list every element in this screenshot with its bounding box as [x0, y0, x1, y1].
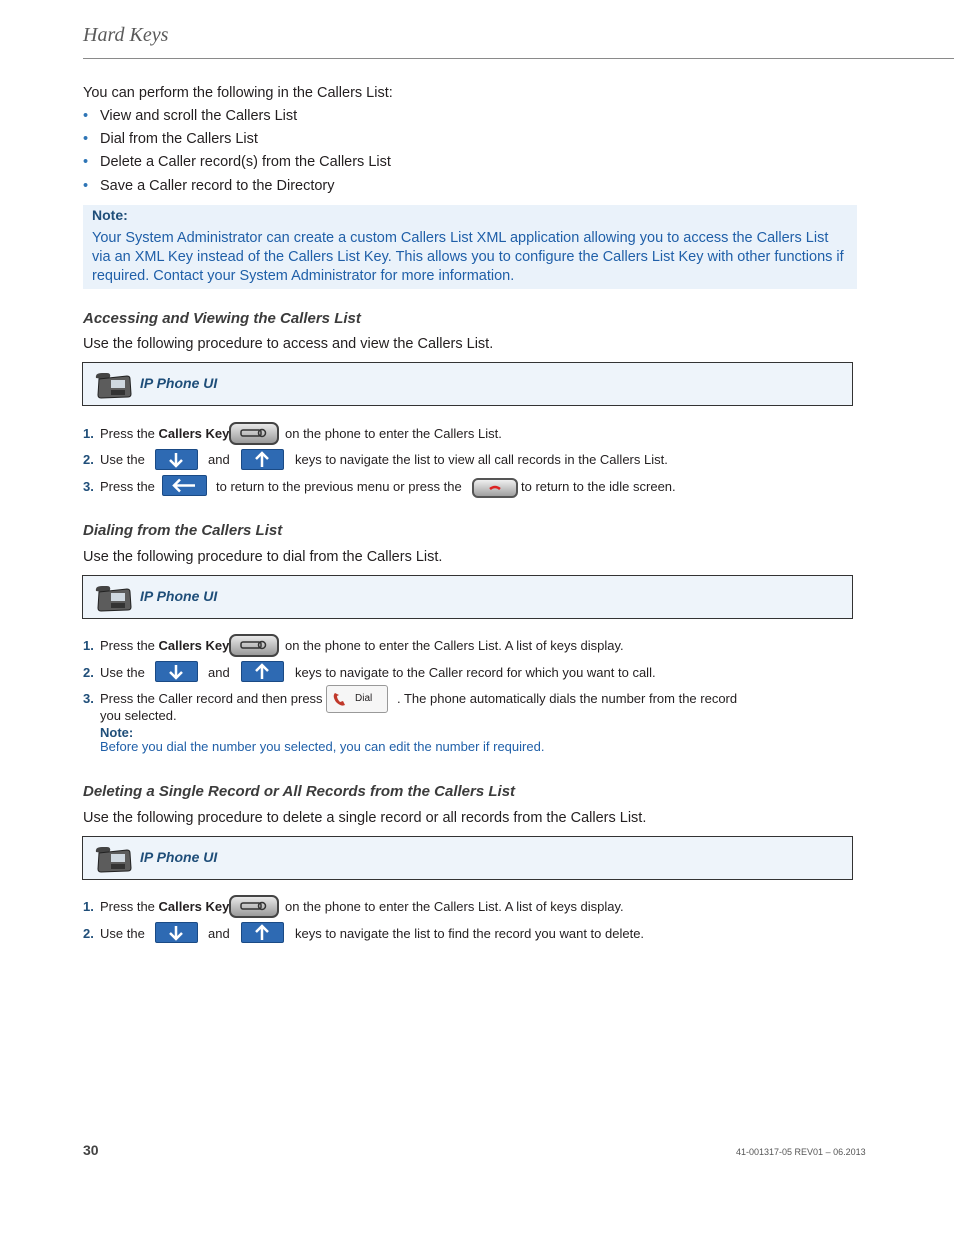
ip-phone-ui-label: IP Phone UI	[140, 375, 218, 391]
step-row: 2.	[83, 452, 94, 467]
step-row: 2.	[83, 926, 94, 941]
step-text: to return to the idle screen.	[521, 479, 676, 494]
step-row: 3.	[83, 479, 94, 494]
bullet-item: • View and scroll the Callers List	[83, 108, 298, 124]
page-number: 30	[83, 1142, 99, 1158]
ip-phone-ui-box	[82, 575, 853, 619]
down-arrow-key-icon	[155, 922, 198, 943]
step-text: Press the Callers Key	[100, 426, 230, 441]
down-arrow-key-icon	[155, 661, 198, 682]
note-text: Your System Administrator can create a custom Callers List XML application allowing you to access the Callers List via an XML Key instead of the Callers List Key. This allows you to configure the Callers List Key with other functions if required. Contact your System Administrator for more information.	[92, 230, 844, 284]
section-heading: Deleting a Single Record or All Records from the Callers List	[83, 783, 516, 800]
bullet-item: • Dial from the Callers List	[83, 131, 258, 147]
desk-phone-icon	[93, 370, 133, 405]
goodbye-key-icon	[472, 478, 518, 498]
step-text: on the phone to enter the Callers List. A list of keys display.	[285, 899, 624, 914]
section-heading: Accessing and Viewing the Callers List	[83, 310, 361, 327]
step-text: and	[208, 665, 230, 680]
up-arrow-key-icon	[241, 661, 284, 682]
section-intro: Use the following procedure to dial from the Callers List.	[83, 549, 443, 565]
desk-phone-icon	[93, 844, 133, 879]
up-arrow-key-icon	[241, 449, 284, 470]
ip-phone-ui-label: IP Phone UI	[140, 588, 218, 604]
document-id: 41-001317-05 REV01 – 06.2013	[736, 1147, 866, 1157]
step-text: Press the Callers Key	[100, 899, 230, 914]
handset-icon	[331, 690, 349, 708]
step-text: keys to navigate the list to find the record you want to delete.	[295, 926, 645, 941]
section-intro: Use the following procedure to access and view the Callers List.	[83, 336, 494, 352]
step-text: . The phone automatically dials the number from the record	[397, 691, 738, 706]
step-row: 2.	[83, 665, 94, 680]
step-text: Use the	[100, 926, 145, 941]
page-header-title: Hard Keys	[83, 24, 169, 46]
step-row: 1.	[83, 638, 94, 653]
ip-phone-ui-box	[82, 362, 853, 406]
up-arrow-key-icon	[241, 922, 284, 943]
step-text: to return to the previous menu or press the	[216, 479, 462, 494]
step-text: on the phone to enter the Callers List. A list of keys display.	[285, 638, 624, 653]
section-heading: Dialing from the Callers List	[83, 522, 283, 539]
step-text: Press the Callers Key	[100, 638, 230, 653]
dial-softkey: Dial	[326, 685, 388, 713]
step-text: Press the Caller record and then press	[100, 691, 323, 706]
bullet-item: • Delete a Caller record(s) from the Callers List	[83, 154, 391, 170]
step-row: 1.	[83, 426, 94, 441]
step-text: Use the	[100, 452, 145, 467]
step-row: 1.	[83, 899, 94, 914]
note-title: Note:	[92, 207, 128, 223]
intro-text: You can perform the following in the Callers List:	[83, 85, 393, 101]
callers-key-icon	[229, 895, 279, 918]
step-text: you selected.	[100, 708, 177, 723]
note-text: Before you dial the number you selected, you can edit the number if required.	[100, 739, 545, 754]
ip-phone-ui-label: IP Phone UI	[140, 849, 218, 865]
down-arrow-key-icon	[155, 449, 198, 470]
note-title: Note:	[100, 725, 134, 740]
bullet-item: • Save a Caller record to the Directory	[83, 178, 335, 194]
step-text: Use the	[100, 665, 145, 680]
step-text: and	[208, 926, 230, 941]
section-intro: Use the following procedure to delete a single record or all records from the Callers List.	[83, 810, 647, 826]
step-text: keys to navigate the list to view all call records in the Callers List.	[295, 452, 668, 467]
step-text: keys to navigate to the Caller record for which you want to call.	[295, 665, 656, 680]
callers-key-icon	[229, 634, 279, 657]
callers-key-icon	[229, 422, 279, 445]
step-text: and	[208, 452, 230, 467]
step-text: Press the	[100, 479, 155, 494]
header-rule	[83, 58, 954, 59]
ip-phone-ui-box	[82, 836, 853, 880]
step-row: 3.	[83, 691, 94, 706]
desk-phone-icon	[93, 583, 133, 618]
step-text: on the phone to enter the Callers List.	[285, 426, 502, 441]
left-arrow-key-icon	[162, 475, 207, 496]
